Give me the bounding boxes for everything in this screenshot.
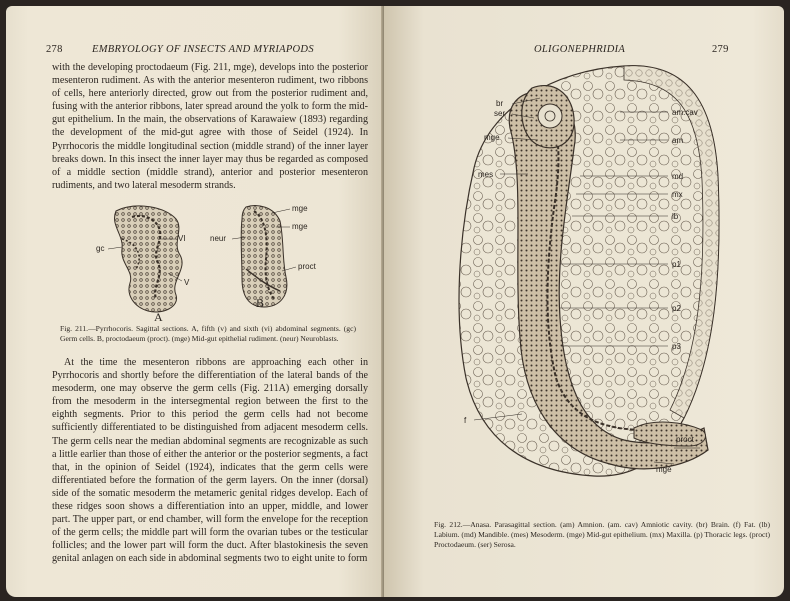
left-page-number: 278	[46, 44, 63, 55]
label-neur: neur	[210, 234, 227, 243]
left-running-title: EMBRYOLOGY OF INSECTS AND MYRIAPODS	[92, 44, 314, 55]
label-proct: proct	[298, 262, 316, 271]
label-mge-top: mge	[484, 133, 500, 142]
figure-211-caption: Fig. 211.—Pyrrhocoris. Sagittal sections. A, fifth (v) and sixth (vi) abdominal segments. (gc) Germ cells. B, proctodaeum (proct). (mge) Mid-gut epithelial rudiment. (neur) Neuroblasts.	[60, 324, 356, 343]
figure-211-letter-a: A	[154, 310, 163, 324]
figure-211-letter-b: B	[256, 296, 265, 310]
label-mge-2: mge	[292, 222, 308, 231]
label-f: f	[464, 416, 467, 425]
figure-212-drawing	[384, 58, 784, 520]
label-ser: ser	[494, 109, 506, 118]
label-am: am	[672, 136, 684, 145]
figure-211a-section	[114, 206, 182, 312]
label-p2: p2	[672, 304, 681, 313]
label-lb: lb	[672, 212, 679, 221]
label-p3: p3	[672, 342, 681, 351]
label-gc: gc	[96, 244, 105, 253]
label-mge-bottom: mge	[656, 465, 672, 474]
right-page-number: 279	[712, 44, 729, 55]
left-page	[6, 6, 384, 597]
label-md: md	[672, 172, 684, 181]
paragraph-2-text: At the time the mesenteron ribbons are approaching each other in Pyrrhocoris and shortly before the differentiation of the lateral bands of the mesoderm, one may observe the germ cells (Fig. 211A) emerging dorsally from the mesoderm in the intersegmental region between the first to the eighth segments. Prior to this period the germ cells had not become sufficiently differentiated to be distinguished from adjacent mesoderm cells. The germ cells near the median abdominal segments are recognizable as such a little earlier than those of either the anterior or the posterior segments, a fact that, in the opinion of Seidel (1924), indicates that the germ cells were differentiated before the formation of the germ layers. On the inner (dorsal) side of the somatic mesoderm the metameric genital ridges develop. Each of these ridges soon shows a differentiation into an upper, middle, and lower part. The upper part, or end chamber, will form the envelope for the reception of the germ cells; the middle part will form the ovarian tubes or the testicular follicles; and the lower part will form the duct. After blastokinesis the seven genital anlagen on each side in abdominal segments two to eight unite to form	[52, 357, 368, 565]
right-running-title: OLIGONEPHRIDIA	[534, 44, 626, 55]
right-page	[384, 6, 784, 597]
label-p1: p1	[672, 260, 681, 269]
paragraph-1-text: with the developing proctodaeum (Fig. 211, mge), develops into the posterior mesenteron rudiment. As with the anterior mesenteron rudiment, two ribbons of cells, here anteriorly directed, grow out from the posterior rudiment and, fusing with the anterior ribbons, later spread around the yolk to form the mid-gut epithelium. In the main, the observations of Karawaiew (1893) regarding the development of the mid-gut agree with those of Seidel (1924). In Pyrrhocoris the middle longitudinal section (middle strand) of the inner layer breaks down. In this insect the inner layer may thus be regarded as composed of a middle section (middle strand), anterior and posterior mesenteron rudiments, and two lateral mesoderm strands.	[52, 62, 368, 191]
left-paragraph-1	[52, 61, 368, 192]
label-v: V	[184, 278, 190, 287]
label-br: br	[496, 99, 504, 108]
label-vi: VI	[178, 234, 186, 243]
figure-211b-section	[241, 206, 287, 307]
label-mes: mes	[478, 170, 494, 179]
left-paragraph-2	[52, 356, 368, 566]
left-running-head	[46, 44, 368, 55]
label-mx: mx	[672, 190, 683, 199]
figure-212-caption: Fig. 212.—Anasa. Parasagittal section. (am) Amnion. (am. cav) Amniotic cavity. (br) Brain. (f) Fat. (lb) Labium. (md) Mandible. (mes) Mesoderm. (mge) Mid-gut epithelium. (mx) Maxilla. (p) Thoracic legs. (proct) Proctodaeum. (ser) Serosa.	[434, 520, 770, 549]
label-am-cav: am.cav	[672, 108, 698, 117]
label-proct-212: proct	[676, 435, 694, 444]
figure-211-drawing	[96, 199, 346, 323]
label-mge-1: mge	[292, 204, 308, 213]
